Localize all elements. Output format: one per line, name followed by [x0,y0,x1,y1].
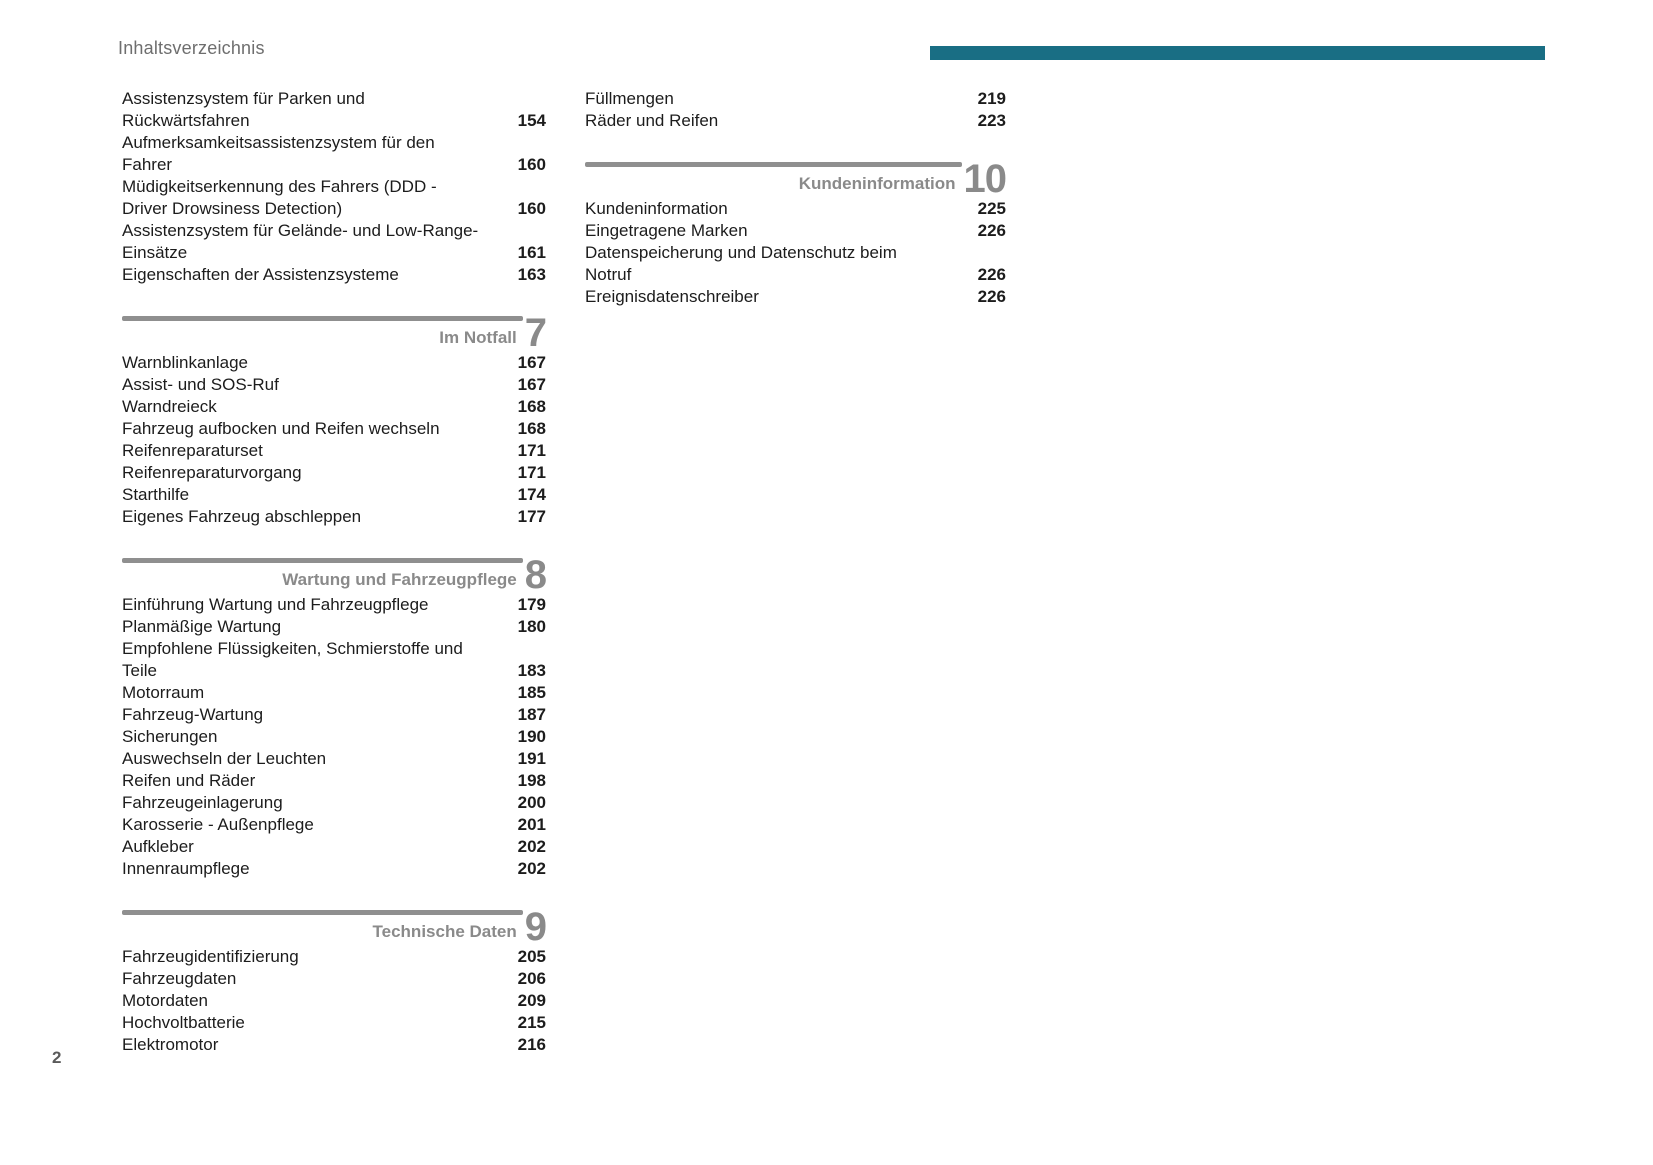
toc-item [122,462,546,484]
toc-item [585,286,1006,308]
toc-item-label: Eigenes Fahrzeug abschleppen [122,507,362,526]
toc-item-label: Datenspeicherung und Datenschutz beim Notruf [585,243,897,284]
section-number: 9 [524,905,546,949]
toc-item-page: 191 [517,749,546,768]
toc-item [122,814,546,836]
toc-item [122,264,546,286]
toc-item-label: Reifenreparaturvorgang [122,463,302,482]
toc-item-label: Motordaten [122,991,208,1010]
toc-item [122,968,546,990]
toc-item-page: 161 [517,243,546,262]
toc-item-label: Hochvoltbatterie [122,1013,245,1032]
toc-item-page: 160 [517,199,546,218]
toc-item-label: Planmäßige Wartung [122,617,282,636]
toc-item-page: 201 [517,815,546,834]
toc-item-label: Auswechseln der Leuchten [122,749,327,768]
section-number: 8 [524,553,546,597]
toc-item [122,836,546,858]
toc-item-label: Sicherungen [122,727,218,746]
toc-section [122,905,546,1056]
toc-item-label: Müdigkeitserkennung des Fahrers (DDD - Driver Drowsiness Detection) [122,177,437,218]
toc-continuation [122,88,546,286]
toc-item [122,990,546,1012]
toc-item [122,594,546,616]
toc-item-label: Fahrzeug aufbocken und Reifen wechseln [122,419,440,438]
toc-item-label: Einführung Wartung und Fahrzeugpflege [122,595,429,614]
toc-item-page: 215 [517,1013,546,1032]
toc-item [122,726,546,748]
section-header-left [585,162,962,195]
toc-item-label: Starthilfe [122,485,190,504]
toc-item-label: Assistenzsystem für Parken und Rückwärtsfahren [122,89,365,130]
toc-item-label: Aufmerksamkeitsassistenzsystem für den Fahrer [122,133,435,174]
toc-item-label: Assistenzsystem für Gelände- und Low-Range-Einsätze [122,221,479,262]
section-rule [122,316,523,321]
toc-item-label: Fahrzeugidentifizierung [122,947,299,966]
toc-item [122,946,546,968]
toc-item [585,220,1006,242]
section-header [585,157,1006,201]
toc-item-page: 198 [517,771,546,790]
section-header [122,311,546,355]
toc-item-page: 226 [977,287,1006,306]
section-rule [122,558,523,563]
toc-section [122,553,546,880]
toc-item-page: 174 [517,485,546,504]
toc-item-page: 216 [517,1035,546,1054]
toc-item-page: 167 [517,375,546,394]
toc-item-page: 225 [977,199,1006,218]
toc-item-page: 168 [517,419,546,438]
toc-item [122,770,546,792]
toc-column [122,88,546,1056]
toc-item-label: Füllmengen [585,89,674,108]
toc-item-page: 202 [517,859,546,878]
toc-item-page: 223 [977,111,1006,130]
toc-item-page: 226 [977,221,1006,240]
toc-item [122,682,546,704]
toc-item-page: 205 [517,947,546,966]
toc-item [122,506,546,528]
toc-item-page: 154 [517,111,546,130]
toc-item-page: 171 [517,441,546,460]
toc-item [122,374,546,396]
section-rule [585,162,962,167]
toc-item [122,352,546,374]
toc-item [122,484,546,506]
toc-continuation [585,88,1006,132]
toc-item-label: Empfohlene Flüssigkeiten, Schmierstoffe und Teile [122,639,463,680]
toc-item-page: 168 [517,397,546,416]
toc-item [122,858,546,880]
toc-item-page: 183 [517,661,546,680]
toc-item-page: 163 [517,265,546,284]
toc-item-label: Eingetragene Marken [585,221,748,240]
section-header-left [122,910,523,943]
toc-item [122,220,546,264]
toc-item [585,198,1006,220]
toc-item [122,748,546,770]
page-title: Inhaltsverzeichnis [118,38,265,58]
section-title: Kundeninformation [798,174,956,193]
toc-item-page: 206 [517,969,546,988]
toc-item [122,616,546,638]
toc-item [122,704,546,726]
section-number: 7 [524,311,546,355]
toc-item-label: Räder und Reifen [585,111,719,130]
toc-item [122,440,546,462]
toc-item-page: 180 [517,617,546,636]
toc-section [122,311,546,528]
toc-item-page: 179 [517,595,546,614]
toc-item [585,110,1006,132]
toc-item-label: Reifenreparaturset [122,441,263,460]
toc-item-page: 190 [517,727,546,746]
toc-item-page: 177 [517,507,546,526]
section-title: Wartung und Fahrzeugpflege [282,570,517,589]
toc-item [122,88,546,132]
section-header [122,905,546,949]
toc-item-label: Eigenschaften der Assistenzsysteme [122,265,399,284]
toc-item-label: Fahrzeug-Wartung [122,705,264,724]
section-header-left [122,558,523,591]
accent-bar [930,46,1545,60]
section-header-left [122,316,523,349]
toc-item [122,132,546,176]
section-rule [122,910,523,915]
toc-item-page: 219 [977,89,1006,108]
toc-item-label: Assist- und SOS-Ruf [122,375,279,394]
toc-item-label: Kundeninformation [585,199,728,218]
toc-item-page: 209 [517,991,546,1010]
toc-item [585,88,1006,110]
toc-item-label: Aufkleber [122,837,194,856]
toc-item [122,418,546,440]
section-number: 10 [963,157,1006,201]
section-title: Im Notfall [439,328,517,347]
toc-item-label: Reifen und Räder [122,771,256,790]
toc-item-page: 187 [517,705,546,724]
toc-item-label: Elektromotor [122,1035,219,1054]
toc-item-label: Warndreieck [122,397,217,416]
toc-item-label: Karosserie - Außenpflege [122,815,314,834]
toc-item-page: 185 [517,683,546,702]
toc-item-label: Motorraum [122,683,205,702]
page-number: 2 [52,1048,62,1067]
toc-item-label: Warnblinkanlage [122,353,248,372]
toc-section [585,157,1006,308]
toc-item-label: Innenraumpflege [122,859,250,878]
section-header [122,553,546,597]
section-title: Technische Daten [372,922,517,941]
toc-item [122,1034,546,1056]
toc-item [585,242,1006,286]
toc-item-page: 226 [977,265,1006,284]
toc-item [122,792,546,814]
toc-item [122,396,546,418]
toc-item-label: Fahrzeugeinlagerung [122,793,283,812]
toc-item-page: 167 [517,353,546,372]
toc-item-label: Fahrzeugdaten [122,969,237,988]
toc-item [122,638,546,682]
toc-item-page: 202 [517,837,546,856]
toc-column [585,88,1006,308]
toc-item-page: 160 [517,155,546,174]
toc-item-page: 171 [517,463,546,482]
toc-item-label: Ereignisdatenschreiber [585,287,759,306]
toc-item [122,176,546,220]
toc-item-page: 200 [517,793,546,812]
toc-item [122,1012,546,1034]
